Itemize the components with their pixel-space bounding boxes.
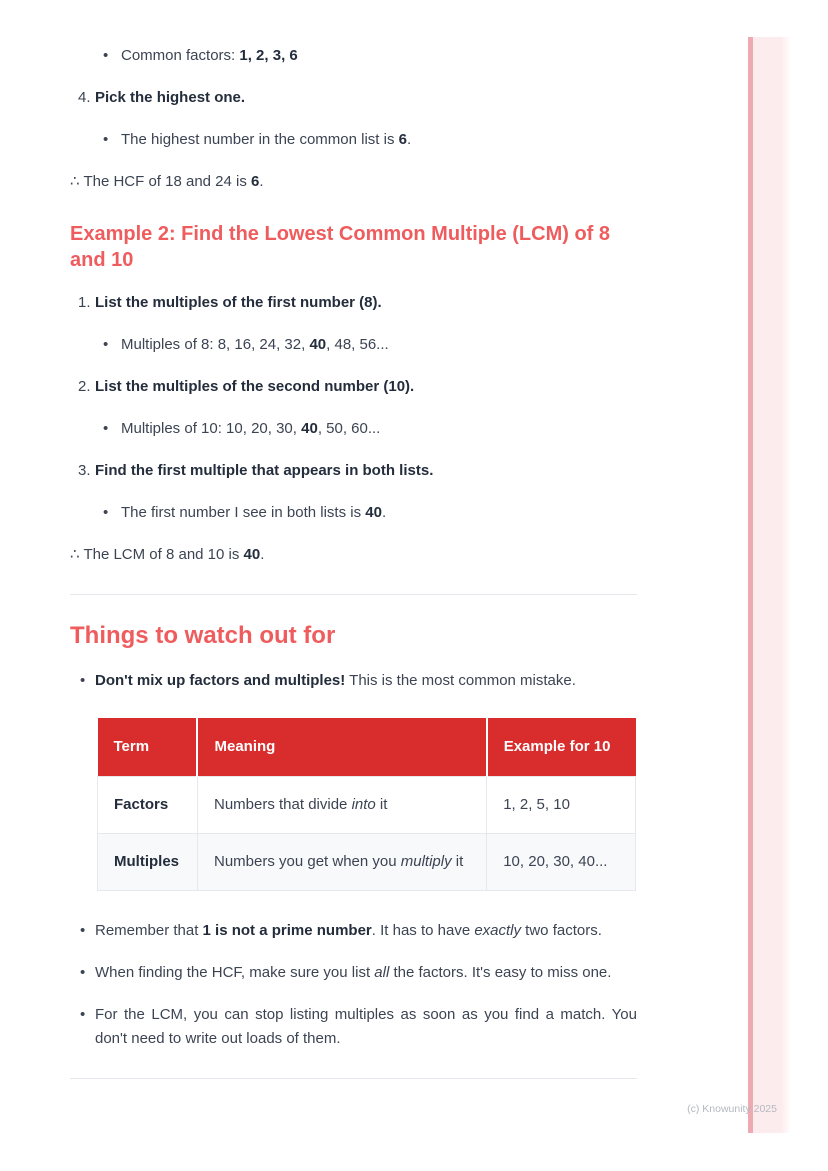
cell-example: 1, 2, 5, 10 bbox=[487, 777, 636, 834]
column-header-meaning: Meaning bbox=[197, 718, 486, 777]
footer-divider bbox=[70, 1078, 637, 1079]
numbered-step-4 bbox=[70, 86, 637, 110]
text-segment-bold: List the multiples of the first number (8). bbox=[95, 294, 382, 311]
section-divider bbox=[70, 594, 637, 595]
text-segment-bold: 40 bbox=[243, 546, 261, 563]
text-segment: ∴ The LCM of 8 and 10 is bbox=[70, 546, 244, 563]
bullet-icon: • bbox=[103, 47, 109, 64]
list-item-text bbox=[121, 44, 637, 68]
terms-table bbox=[97, 718, 636, 891]
text-segment: The highest number in the common list is bbox=[121, 131, 399, 148]
list-item-stop-listing bbox=[70, 1003, 637, 1051]
cell-term: Factors bbox=[98, 777, 198, 834]
text-segment-bold: 6 bbox=[251, 173, 260, 190]
list-item-text bbox=[121, 417, 637, 441]
list-item-multiples-of-8 bbox=[70, 333, 637, 357]
cell-example: 10, 20, 30, 40... bbox=[487, 834, 636, 891]
text-segment: it bbox=[451, 853, 464, 870]
text-segment-bold: 40 bbox=[365, 504, 382, 521]
text-segment: Remember that bbox=[95, 922, 203, 939]
list-item-text bbox=[121, 333, 637, 357]
bullet-icon: • bbox=[80, 1006, 86, 1023]
step-title bbox=[95, 291, 637, 315]
step-number: 2. bbox=[78, 378, 91, 395]
list-item-text bbox=[95, 1003, 637, 1051]
text-segment: This is the most common mistake. bbox=[345, 672, 576, 689]
text-segment: it bbox=[375, 796, 388, 813]
text-segment: . bbox=[406, 131, 412, 148]
bullet-icon: • bbox=[103, 336, 109, 353]
bullet-icon: • bbox=[80, 964, 86, 981]
list-item-dont-mix-up bbox=[70, 669, 637, 693]
text-segment-bold: 40 bbox=[301, 420, 318, 437]
text-segment: Numbers that divide bbox=[213, 796, 352, 813]
text-segment-bold: Don't mix up factors and multiples! bbox=[95, 672, 346, 689]
copyright-note: (c) Knowunity 2025 bbox=[687, 1103, 777, 1115]
text-segment: two factors. bbox=[521, 922, 602, 939]
cell-meaning bbox=[197, 834, 486, 891]
step-title bbox=[95, 86, 637, 110]
text-segment: . bbox=[260, 546, 265, 563]
list-item-text bbox=[95, 919, 637, 943]
text-segment: ∴ The HCF of 18 and 24 is bbox=[70, 173, 252, 190]
bullet-icon: • bbox=[103, 420, 109, 437]
text-segment: . It has to have bbox=[371, 922, 475, 939]
list-item-highest-number bbox=[70, 128, 637, 152]
text-segment: For the LCM, you can stop listing multiples as soon as you find a match. You don't need to write out loads of them. bbox=[95, 1006, 637, 1047]
hcf-conclusion bbox=[70, 170, 637, 194]
numbered-step-3 bbox=[70, 459, 637, 483]
text-segment-italic: all bbox=[374, 964, 390, 981]
text-segment-italic: multiply bbox=[400, 853, 452, 870]
text-segment-bold: 1 is not a prime number bbox=[202, 922, 372, 939]
column-header-example: Example for 10 bbox=[487, 718, 636, 777]
text-segment: Common factors: bbox=[121, 47, 240, 64]
cell-term: Multiples bbox=[98, 834, 198, 891]
text-segment: . bbox=[259, 173, 264, 190]
text-segment: , 48, 56... bbox=[326, 336, 389, 353]
list-item-text bbox=[121, 501, 637, 525]
text-segment: Multiples of 8: 8, 16, 24, 32, bbox=[121, 336, 310, 353]
list-item-text bbox=[95, 961, 637, 985]
column-header-term: Term bbox=[98, 718, 198, 777]
bullet-icon: • bbox=[80, 672, 86, 689]
numbered-step-2 bbox=[70, 375, 637, 399]
step-title bbox=[95, 375, 637, 399]
text-segment-italic: exactly bbox=[474, 922, 522, 939]
text-segment: Multiples of 10: 10, 20, 30, bbox=[121, 420, 302, 437]
example2-heading: Example 2: Find the Lowest Common Multiple (LCM) of 8 and 10 bbox=[70, 223, 611, 271]
document-content bbox=[70, 30, 637, 1079]
text-segment-bold: 1, 2, 3, 6 bbox=[239, 47, 298, 64]
text-segment-bold: List the multiples of the second number (10). bbox=[95, 378, 415, 395]
step-title bbox=[95, 459, 637, 483]
bullet-icon: • bbox=[103, 131, 109, 148]
text-segment: The first number I see in both lists is bbox=[121, 504, 366, 521]
lcm-conclusion bbox=[70, 543, 637, 567]
list-item-multiples-of-10 bbox=[70, 417, 637, 441]
step-number: 3. bbox=[78, 462, 91, 479]
watch-out-heading: Things to watch out for bbox=[70, 622, 336, 649]
text-segment-bold: 6 bbox=[398, 131, 407, 148]
list-item-prime-number bbox=[70, 919, 637, 943]
text-segment: the factors. It's easy to miss one. bbox=[389, 964, 612, 981]
list-item-text bbox=[95, 669, 637, 693]
text-segment: Numbers you get when you bbox=[213, 853, 401, 870]
step-number: 1. bbox=[78, 294, 91, 311]
text-segment-bold: Find the first multiple that appears in both lists. bbox=[95, 462, 434, 479]
table-row-multiples bbox=[98, 834, 636, 891]
text-segment: , 50, 60... bbox=[317, 420, 381, 437]
table-row-factors bbox=[98, 777, 636, 834]
table-header-row bbox=[98, 718, 636, 777]
text-segment: When finding the HCF, make sure you list bbox=[95, 964, 375, 981]
cell-meaning bbox=[197, 777, 486, 834]
list-item-text bbox=[121, 128, 637, 152]
text-segment-bold: 40 bbox=[309, 336, 327, 353]
text-segment-italic: into bbox=[351, 796, 376, 813]
text-segment: . bbox=[381, 504, 387, 521]
bullet-icon: • bbox=[103, 504, 109, 521]
list-item-first-match bbox=[70, 501, 637, 525]
text-segment-bold: Pick the highest one. bbox=[95, 89, 246, 106]
list-item-common-factors bbox=[70, 44, 637, 68]
list-item-list-all-factors bbox=[70, 961, 637, 985]
bullet-icon: • bbox=[80, 922, 86, 939]
page-edge-highlight-stripe bbox=[748, 37, 791, 1133]
numbered-step-1 bbox=[70, 291, 637, 315]
step-number: 4. bbox=[78, 89, 91, 106]
